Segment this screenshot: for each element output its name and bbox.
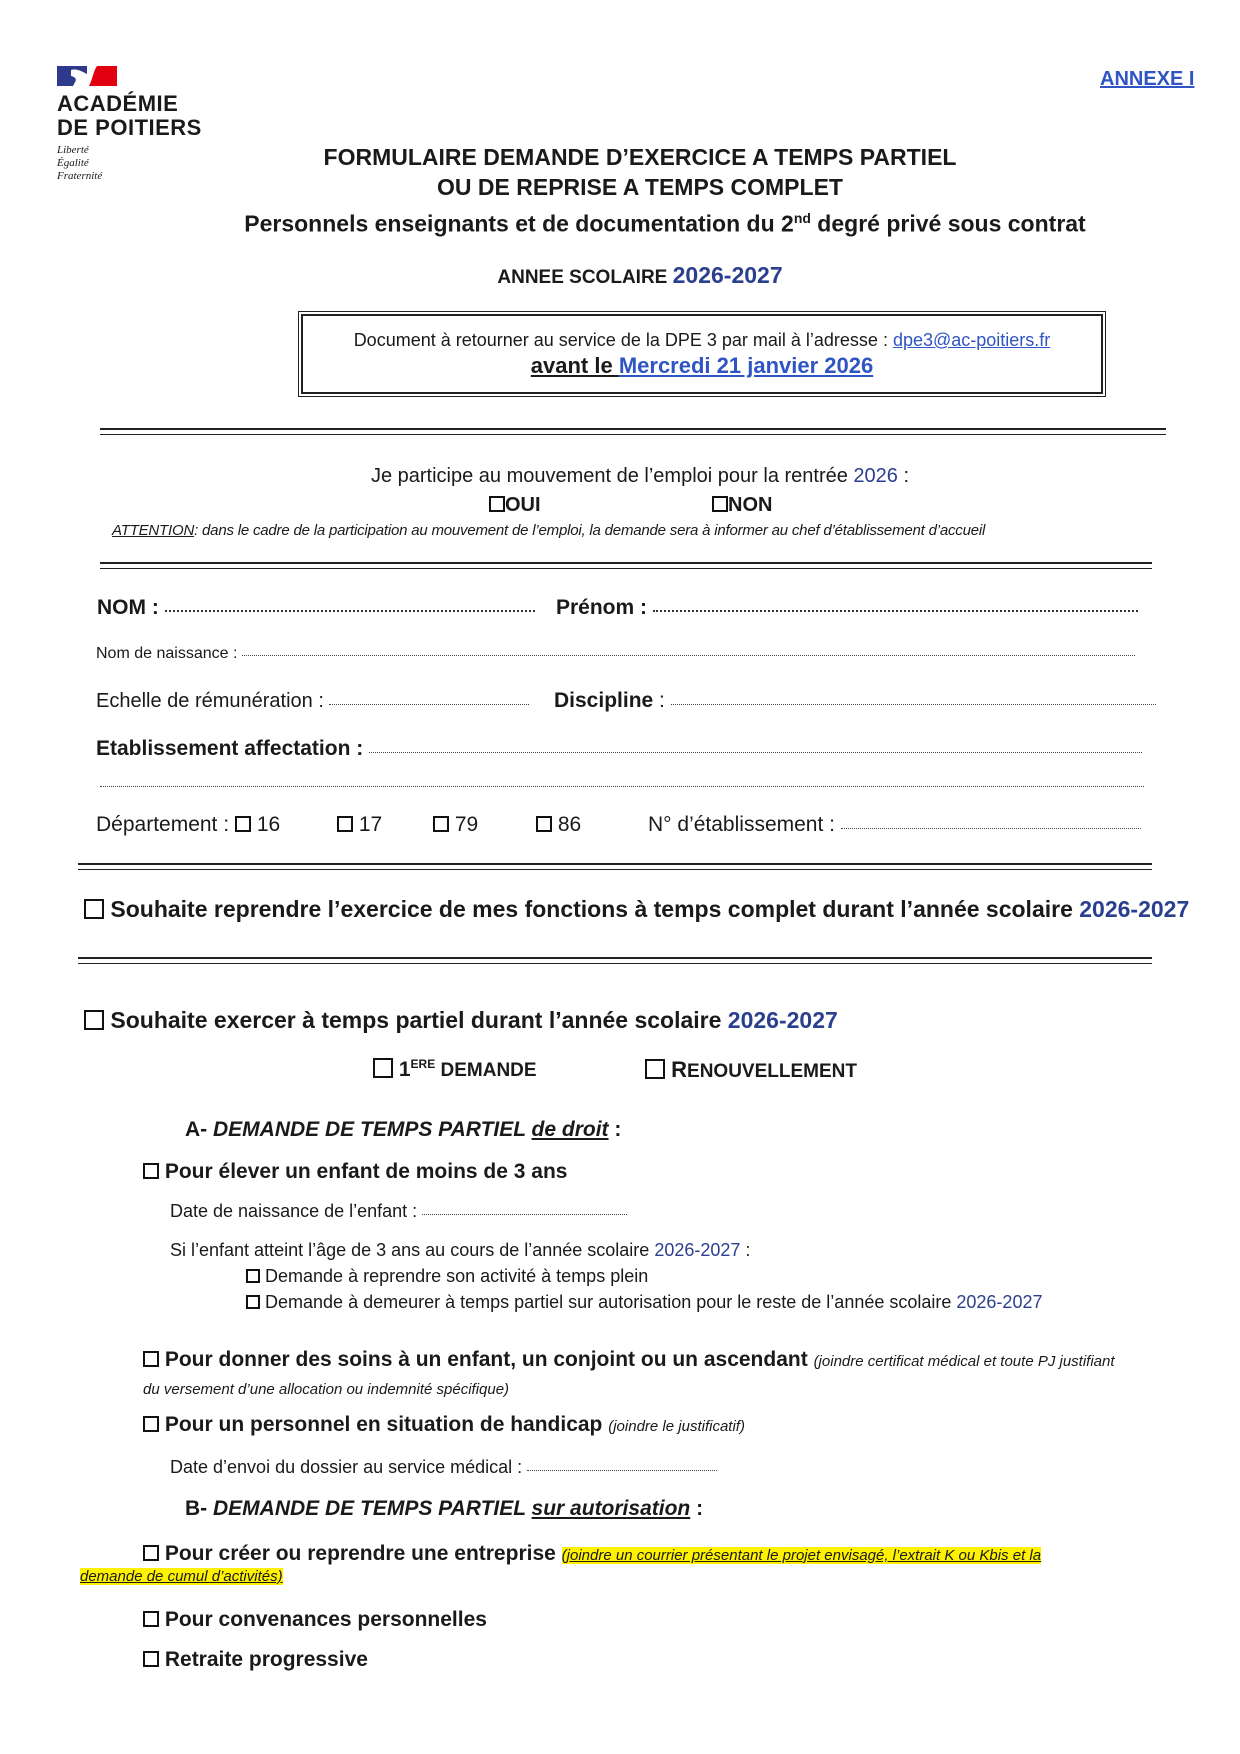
prenom-field[interactable]: Prénom : xyxy=(556,596,1138,620)
handicap-option[interactable]: Pour un personnel en situation de handicap (joindre le justificatif) xyxy=(143,1413,745,1437)
etablissement-field-line2[interactable] xyxy=(100,776,1144,794)
child-birthdate-field[interactable]: Date de naissance de l’enfant : xyxy=(170,1201,627,1222)
departement-checkbox[interactable] xyxy=(433,816,449,832)
renewal-checkbox[interactable] xyxy=(645,1059,665,1079)
medical-date-field[interactable]: Date d’envoi du dossier au service médical : xyxy=(170,1457,717,1478)
business-note-highlight: (joindre un courrier présentant le projet envisagé, l’extrait K ou Kbis et la xyxy=(561,1547,1042,1564)
return-instructions-box: Document à retourner au service de la DPE 3 par mail à l’adresse : dpe3@ac-poitiers.fr avant le Mercredi 21 janvier 2026 xyxy=(301,314,1103,394)
marianne-flag-icon xyxy=(57,64,119,88)
deadline-date: Mercredi 21 janvier 2026 xyxy=(618,353,874,378)
oui-checkbox[interactable] xyxy=(489,496,505,512)
child-under-3-checkbox[interactable] xyxy=(143,1163,159,1179)
institution-name: ACADÉMIE DE POITIERS xyxy=(57,91,202,140)
section-a-title: A- DEMANDE DE TEMPS PARTIEL de droit : xyxy=(185,1118,622,1141)
child-under-3-option[interactable]: Pour élever un enfant de moins de 3 ans xyxy=(143,1160,567,1184)
movement-no-option[interactable]: NON xyxy=(712,494,772,517)
resume-full-time-option[interactable]: Demande à reprendre son activité à temps plein xyxy=(246,1266,648,1287)
stay-partial-option[interactable]: Demande à demeurer à temps partiel sur autorisation pour le reste de l’année scolaire 2026-2027 xyxy=(246,1292,1042,1313)
departement-checkbox[interactable] xyxy=(337,816,353,832)
logo xyxy=(57,64,202,183)
divider xyxy=(100,428,1166,435)
section-b-title: B- DEMANDE DE TEMPS PARTIEL sur autorisation : xyxy=(185,1497,704,1520)
annex-label: ANNEXE I xyxy=(1100,68,1195,90)
resume-full-time-checkbox[interactable] xyxy=(246,1269,260,1283)
email-link[interactable]: dpe3@ac-poitiers.fr xyxy=(892,330,1051,350)
page-title: FORMULAIRE DEMANDE D’EXERCICE A TEMPS PARTIEL OU DE REPRISE A TEMPS COMPLET xyxy=(323,144,957,200)
departement-option[interactable]: 17 xyxy=(337,813,382,837)
first-request-option[interactable]: 1ERE DEMANDE xyxy=(373,1057,537,1082)
numero-etablissement-field[interactable]: N° d’établissement : xyxy=(648,813,1141,837)
part-time-checkbox[interactable] xyxy=(84,1010,104,1030)
stay-partial-checkbox[interactable] xyxy=(246,1295,260,1309)
retirement-checkbox[interactable] xyxy=(143,1651,159,1667)
first-request-checkbox[interactable] xyxy=(373,1058,393,1078)
discipline-field[interactable]: Discipline : xyxy=(554,689,1156,713)
part-time-option[interactable]: Souhaite exercer à temps partiel durant l’année scolaire 2026-2027 xyxy=(84,1007,838,1034)
movement-question: Je participe au mouvement de l’emploi pour la rentrée 2026 : xyxy=(370,465,910,487)
nom-naissance-field[interactable]: Nom de naissance : xyxy=(96,645,1135,663)
etablissement-field[interactable]: Etablissement affectation : xyxy=(96,737,1142,761)
retirement-option[interactable]: Retraite progressive xyxy=(143,1648,368,1672)
child-3-years-text: Si l’enfant atteint l’âge de 3 ans au cours de l’année scolaire 2026-2027 : xyxy=(170,1240,751,1260)
personal-checkbox[interactable] xyxy=(143,1611,159,1627)
care-checkbox[interactable] xyxy=(143,1351,159,1367)
departement-option[interactable]: 86 xyxy=(536,813,581,837)
divider xyxy=(78,863,1152,870)
republic-motto: Liberté Égalité Fraternité xyxy=(57,144,103,182)
page-subtitle: Personnels enseignants et de documentation du 2nd degré privé sous contrat xyxy=(244,210,1086,237)
school-year: ANNEE SCOLAIRE 2026-2027 xyxy=(497,262,783,288)
movement-yes-option[interactable]: OUI xyxy=(489,494,541,517)
business-checkbox[interactable] xyxy=(143,1545,159,1561)
departement-field: Département : xyxy=(96,813,230,836)
business-note-line2: demande de cumul d’activités) xyxy=(80,1568,283,1585)
departement-option[interactable]: 16 xyxy=(235,813,280,837)
personal-option[interactable]: Pour convenances personnelles xyxy=(143,1608,487,1632)
handicap-checkbox[interactable] xyxy=(143,1416,159,1432)
renewal-option[interactable]: RENOUVELLEMENT xyxy=(645,1057,857,1083)
full-time-option[interactable]: Souhaite reprendre l’exercice de mes fonctions à temps complet durant l’année scolaire 2026-2027 xyxy=(84,896,1189,923)
care-option[interactable]: Pour donner des soins à un enfant, un conjoint ou un ascendant (joindre certificat médical et toute PJ justifiant du versement d’une allocation ou indemnité spécifique) xyxy=(143,1348,1115,1398)
departement-checkbox[interactable] xyxy=(536,816,552,832)
non-checkbox[interactable] xyxy=(712,496,728,512)
divider xyxy=(100,562,1152,569)
movement-attention-note: ATTENTION: dans le cadre de la participation au mouvement de l’emploi, la demande sera à informer au chef d’établissement d’accueil xyxy=(112,522,986,539)
nom-field[interactable]: NOM : xyxy=(97,596,535,620)
echelle-field[interactable]: Echelle de rémunération : xyxy=(96,690,529,713)
departement-checkbox[interactable] xyxy=(235,816,251,832)
business-option[interactable]: Pour créer ou reprendre une entreprise (joindre un courrier présentant le projet envisagé, l’extrait K ou Kbis et la xyxy=(143,1541,1153,1569)
full-time-checkbox[interactable] xyxy=(84,899,104,919)
divider xyxy=(78,957,1152,964)
departement-option[interactable]: 79 xyxy=(433,813,478,837)
